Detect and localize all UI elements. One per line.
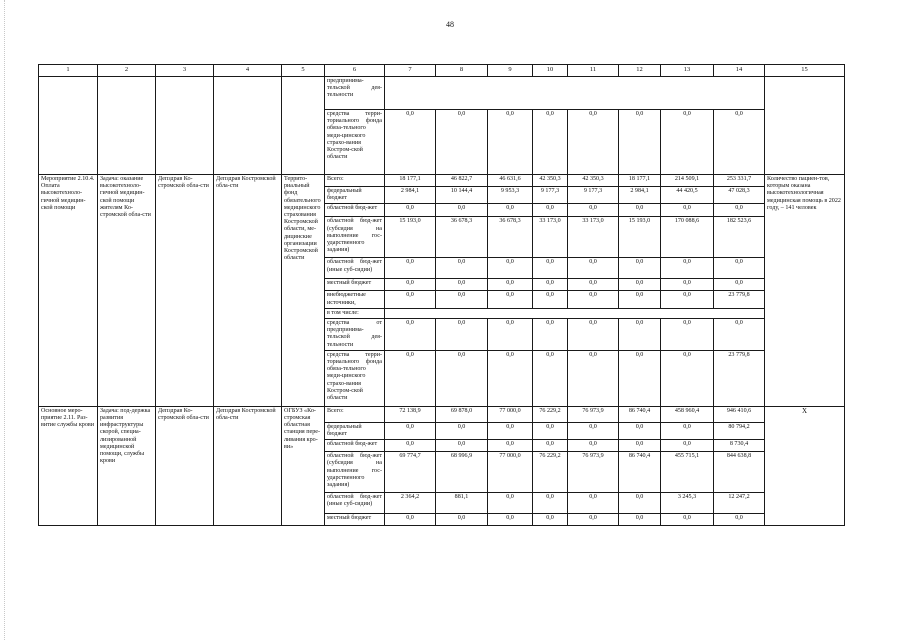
budget-table xyxy=(38,64,845,526)
value-cell: 23 779,8 xyxy=(714,291,765,308)
funding-source: областной бюд-жет (иные суб-сидии) xyxy=(325,258,385,279)
value-cell: 76 973,9 xyxy=(568,452,619,493)
value-cell: 46 631,6 xyxy=(488,175,533,187)
value-cell: 33 173,0 xyxy=(533,217,568,258)
funding-source: внебюджетные источники, xyxy=(325,291,385,308)
value-cell: 0,0 xyxy=(488,204,533,217)
value-cell: 0,0 xyxy=(533,440,568,452)
value-cell: 42 350,3 xyxy=(568,175,619,187)
funding-source: местный бюджет xyxy=(325,279,385,291)
value-cell: 77 000,0 xyxy=(488,406,533,422)
value-cell: 253 331,7 xyxy=(714,175,765,187)
funding-source: Всего: xyxy=(325,406,385,422)
value-cell: 76 229,2 xyxy=(533,452,568,493)
funding-source: Всего: xyxy=(325,175,385,187)
column-number: 9 xyxy=(488,65,533,77)
value-cell: 0,0 xyxy=(488,422,533,439)
value-cell: 0,0 xyxy=(714,514,765,526)
value-cell: 86 740,4 xyxy=(619,452,661,493)
responsible-executor: Депздрав Ко-стромской обла-сти xyxy=(156,406,214,525)
funding-source: федеральный бюджет xyxy=(325,187,385,204)
value-cell: 9 953,3 xyxy=(488,187,533,204)
funding-source: областной бюд-жет xyxy=(325,204,385,217)
column-number: 2 xyxy=(98,65,156,77)
column-number: 14 xyxy=(714,65,765,77)
value-cell: 0,0 xyxy=(568,514,619,526)
empty-cell xyxy=(214,77,282,175)
value-cell: 0,0 xyxy=(488,493,533,514)
value-cell: 946 410,6 xyxy=(714,406,765,422)
value-cell: 0,0 xyxy=(533,319,568,351)
value-cell: 0,0 xyxy=(385,204,436,217)
value-cell: 0,0 xyxy=(385,110,436,175)
coexecutor: Депздрав Костромской обла-сти xyxy=(214,175,282,407)
value-cell: 0,0 xyxy=(568,422,619,439)
value-cell: 10 144,4 xyxy=(436,187,488,204)
value-cell: 0,0 xyxy=(488,514,533,526)
value-cell: 76 973,9 xyxy=(568,406,619,422)
value-cell: 69 774,7 xyxy=(385,452,436,493)
value-cell: 214 509,1 xyxy=(661,175,714,187)
column-number: 1 xyxy=(39,65,98,77)
responsible-executor: Депздрав Ко-стромской обла-сти xyxy=(156,175,214,407)
participants: Террито-риальный фонд обязательного медицинского страхования Костромской области, ме-дицинские организации Костромской области xyxy=(282,175,325,407)
value-cell: 0,0 xyxy=(568,279,619,291)
value-cell: 18 177,1 xyxy=(385,175,436,187)
value-cell: 0,0 xyxy=(619,204,661,217)
value-cell: 0,0 xyxy=(533,350,568,406)
funding-source: местный бюджет xyxy=(325,514,385,526)
value-cell: 42 350,3 xyxy=(533,175,568,187)
value-cell: 0,0 xyxy=(488,258,533,279)
value-cell: 0,0 xyxy=(488,291,533,308)
funding-source: областной бюд-жет xyxy=(325,440,385,452)
value-cell: 0,0 xyxy=(385,279,436,291)
value-cell: 0,0 xyxy=(619,110,661,175)
value-cell: 0,0 xyxy=(488,319,533,351)
value-cell: 0,0 xyxy=(568,493,619,514)
table-row xyxy=(39,406,845,422)
value-cell: 9 177,3 xyxy=(568,187,619,204)
value-cell: 0,0 xyxy=(436,291,488,308)
value-cell: 69 878,0 xyxy=(436,406,488,422)
value-cell: 0,0 xyxy=(488,440,533,452)
funding-source: средства терри-ториального фонда обяза-тельного меди-цинского страхо-вания Костром-ской области xyxy=(325,350,385,406)
value-cell: 2 984,1 xyxy=(385,187,436,204)
value-cell: 0,0 xyxy=(619,258,661,279)
value-cell: 844 638,8 xyxy=(714,452,765,493)
value-cell: 2 984,1 xyxy=(619,187,661,204)
column-number: 7 xyxy=(385,65,436,77)
value-cell: 0,0 xyxy=(714,110,765,175)
value-cell: 15 193,0 xyxy=(385,217,436,258)
value-cell: 0,0 xyxy=(385,422,436,439)
table-row xyxy=(39,175,845,187)
value-cell: 0,0 xyxy=(436,422,488,439)
value-cell: 0,0 xyxy=(436,440,488,452)
value-cell: 0,0 xyxy=(436,350,488,406)
value-cell: 23 779,8 xyxy=(714,350,765,406)
expected-result: Х xyxy=(765,406,845,525)
empty-cell xyxy=(98,77,156,175)
empty-cell xyxy=(156,77,214,175)
funding-source: областной бюд-жет (иные суб-сидии) xyxy=(325,493,385,514)
empty-values-cell xyxy=(385,77,765,110)
value-cell: 0,0 xyxy=(661,350,714,406)
value-cell: 0,0 xyxy=(533,514,568,526)
value-cell: 0,0 xyxy=(568,440,619,452)
value-cell: 0,0 xyxy=(488,110,533,175)
value-cell: 47 028,3 xyxy=(714,187,765,204)
value-cell: 0,0 xyxy=(619,350,661,406)
value-cell: 0,0 xyxy=(714,279,765,291)
value-cell: 0,0 xyxy=(619,291,661,308)
value-cell: 170 088,6 xyxy=(661,217,714,258)
value-cell: 0,0 xyxy=(385,291,436,308)
value-cell: 0,0 xyxy=(436,514,488,526)
value-cell: 0,0 xyxy=(661,440,714,452)
value-cell: 0,0 xyxy=(714,258,765,279)
value-cell: 0,0 xyxy=(661,291,714,308)
scan-margin-dots xyxy=(4,0,5,640)
page-number: 48 xyxy=(446,20,454,29)
value-cell: 8 730,4 xyxy=(714,440,765,452)
value-cell: 12 247,2 xyxy=(714,493,765,514)
value-cell: 33 173,0 xyxy=(568,217,619,258)
empty-cell xyxy=(765,77,845,175)
value-cell: 80 794,2 xyxy=(714,422,765,439)
value-cell: 0,0 xyxy=(385,258,436,279)
value-cell: 86 740,4 xyxy=(619,406,661,422)
column-number: 13 xyxy=(661,65,714,77)
value-cell: 9 177,3 xyxy=(533,187,568,204)
value-cell: 36 678,3 xyxy=(436,217,488,258)
column-number: 12 xyxy=(619,65,661,77)
value-cell: 0,0 xyxy=(619,319,661,351)
value-cell: 182 523,6 xyxy=(714,217,765,258)
value-cell: 458 960,4 xyxy=(661,406,714,422)
value-cell: 0,0 xyxy=(661,258,714,279)
value-cell: 0,0 xyxy=(619,514,661,526)
value-cell: 0,0 xyxy=(661,514,714,526)
value-cell: 0,0 xyxy=(568,258,619,279)
value-cell: 0,0 xyxy=(436,279,488,291)
value-cell: 0,0 xyxy=(385,350,436,406)
value-cell: 0,0 xyxy=(533,422,568,439)
task-description: Задача: оказание высокотехноло-гичной медицин-ской помощи жителям Ко-стромской обла-сти xyxy=(98,175,156,407)
value-cell: 0,0 xyxy=(436,258,488,279)
column-number: 10 xyxy=(533,65,568,77)
value-cell: 0,0 xyxy=(661,279,714,291)
value-cell: 0,0 xyxy=(714,204,765,217)
column-number: 5 xyxy=(282,65,325,77)
value-cell: 0,0 xyxy=(385,514,436,526)
value-cell: 455 715,1 xyxy=(661,452,714,493)
value-cell: 0,0 xyxy=(436,319,488,351)
expected-result: Количество пациен-тов, которым оказана высокотехнологичная медицинская помощь в 2022 году, – 141 человек xyxy=(765,175,845,407)
measure-name: Мероприятие 2.10.4. Оплата высокотехноло-гичной медицин-ской помощи xyxy=(39,175,98,407)
value-cell: 36 678,3 xyxy=(488,217,533,258)
value-cell: 0,0 xyxy=(385,440,436,452)
participants: ОГБУЗ «Ко-стромская областная станция пере-ливания кро-ви» xyxy=(282,406,325,525)
value-cell: 0,0 xyxy=(619,422,661,439)
funding-source: областной бюд-жет (субсидия на выполнение гос-ударственного задания) xyxy=(325,217,385,258)
value-cell: 0,0 xyxy=(488,279,533,291)
value-cell: 0,0 xyxy=(533,110,568,175)
measure-name: Основное меро-приятие 2.11. Раз-витие службы крови xyxy=(39,406,98,525)
value-cell: 3 245,3 xyxy=(661,493,714,514)
value-cell: 0,0 xyxy=(568,204,619,217)
value-cell: 0,0 xyxy=(436,110,488,175)
value-cell: 881,1 xyxy=(436,493,488,514)
value-cell: 0,0 xyxy=(533,493,568,514)
value-cell: 0,0 xyxy=(533,204,568,217)
value-cell: 72 138,9 xyxy=(385,406,436,422)
value-cell: 46 822,7 xyxy=(436,175,488,187)
value-cell: 0,0 xyxy=(661,110,714,175)
value-cell: 0,0 xyxy=(661,204,714,217)
value-cell: 0,0 xyxy=(619,493,661,514)
value-cell: 77 000,0 xyxy=(488,452,533,493)
coexecutor: Депздрав Костромской обла-сти xyxy=(214,406,282,525)
funding-source: областной бюд-жет (субсидия на выполнение гос-ударственного задания) xyxy=(325,452,385,493)
value-cell: 0,0 xyxy=(533,291,568,308)
value-cell: 0,0 xyxy=(533,258,568,279)
value-cell: 0,0 xyxy=(488,350,533,406)
value-cell: 0,0 xyxy=(619,279,661,291)
column-number: 15 xyxy=(765,65,845,77)
value-cell: 2 364,2 xyxy=(385,493,436,514)
value-cell: 0,0 xyxy=(619,440,661,452)
empty-cell xyxy=(282,77,325,175)
funding-source: предпринима-тельской дея-тельности xyxy=(325,77,385,110)
value-cell: 0,0 xyxy=(385,319,436,351)
value-cell: 0,0 xyxy=(714,319,765,351)
value-cell: 0,0 xyxy=(568,291,619,308)
value-cell: 68 996,9 xyxy=(436,452,488,493)
column-number: 8 xyxy=(436,65,488,77)
value-cell: 15 193,0 xyxy=(619,217,661,258)
table-row xyxy=(39,77,845,110)
funding-source: федеральный бюджет xyxy=(325,422,385,439)
value-cell: 0,0 xyxy=(568,319,619,351)
value-cell: 0,0 xyxy=(661,319,714,351)
funding-source: средства терри-ториального фонда обяза-тельного меди-цинского страхо-вания Костром-ской области xyxy=(325,110,385,175)
column-number: 11 xyxy=(568,65,619,77)
value-cell: 76 229,2 xyxy=(533,406,568,422)
funding-source: средства от предпринима-тельской дея-тельности xyxy=(325,319,385,351)
value-cell: 0,0 xyxy=(436,204,488,217)
column-number: 4 xyxy=(214,65,282,77)
task-description: Задача: под-держка развития инфраструктуры скорой, специа-лизированной медицинской помощи, службы крови xyxy=(98,406,156,525)
funding-source: в том числе: xyxy=(325,308,385,318)
column-number: 3 xyxy=(156,65,214,77)
header-row xyxy=(39,65,845,77)
value-cell: 44 420,5 xyxy=(661,187,714,204)
value-cell: 0,0 xyxy=(661,422,714,439)
value-cell: 0,0 xyxy=(568,110,619,175)
column-number: 6 xyxy=(325,65,385,77)
value-cell: 0,0 xyxy=(568,350,619,406)
empty-values-cell xyxy=(385,308,765,318)
value-cell: 18 177,1 xyxy=(619,175,661,187)
value-cell: 0,0 xyxy=(533,279,568,291)
empty-cell xyxy=(39,77,98,175)
